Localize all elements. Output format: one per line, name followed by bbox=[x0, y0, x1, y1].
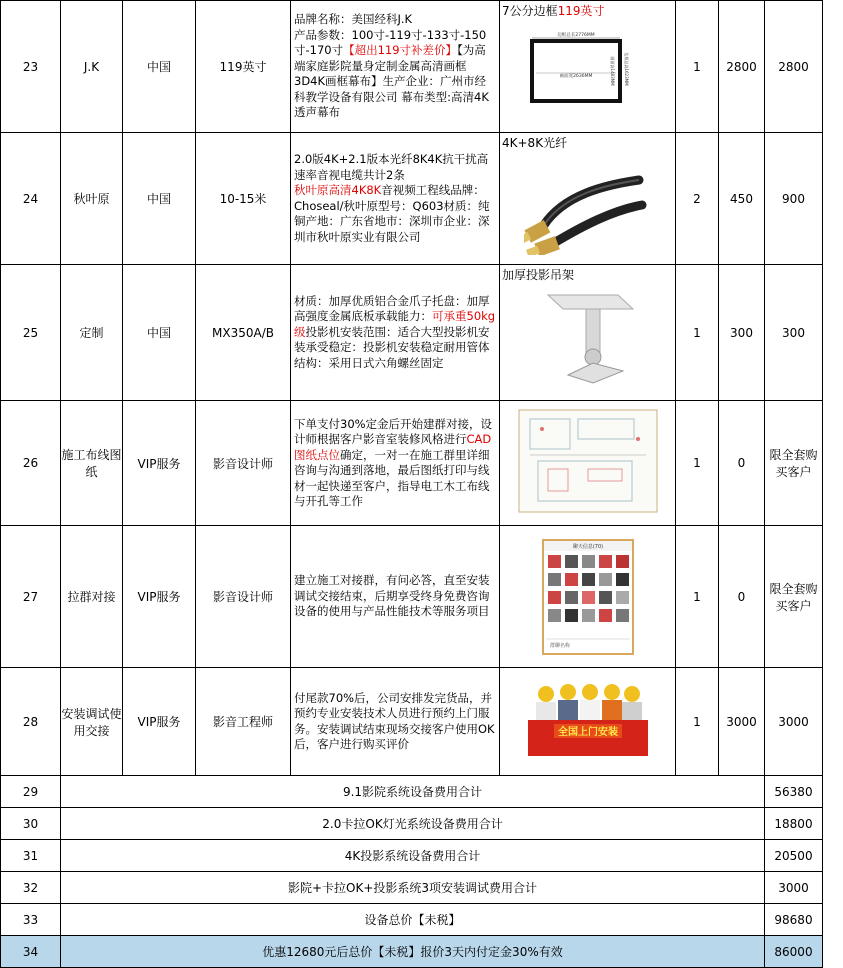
summary-no: 29 bbox=[1, 776, 61, 808]
table-row bbox=[1, 265, 823, 401]
table-row bbox=[1, 526, 823, 668]
table-row bbox=[1, 1, 823, 133]
row-origin: 中国 bbox=[123, 133, 196, 265]
row-origin: 中国 bbox=[123, 265, 196, 401]
row-no: 25 bbox=[1, 265, 61, 401]
summary-label: 4K投影系统设备费用合计 bbox=[61, 840, 765, 872]
row-model: 影音设计师 bbox=[196, 401, 291, 526]
row-total: 3000 bbox=[765, 668, 823, 776]
frame-label-h1: 画面高1483MM bbox=[610, 56, 615, 86]
row-origin: 中国 bbox=[123, 1, 196, 133]
summary-label: 2.0卡拉OK灯光系统设备费用合计 bbox=[61, 808, 765, 840]
row-brand: 秋叶原 bbox=[61, 133, 123, 265]
screen-frame-diagram bbox=[528, 29, 638, 109]
row-total: 限全套购买客户 bbox=[765, 401, 823, 526]
row-brand: 拉群对接 bbox=[61, 526, 123, 668]
summary-label: 影院+卡拉OK+投影系统3项安装调试费用合计 bbox=[61, 872, 765, 904]
table-row bbox=[1, 133, 823, 265]
table-row bbox=[1, 401, 823, 526]
row-total: 2800 bbox=[765, 1, 823, 133]
row-qty: 1 bbox=[676, 526, 719, 668]
projector-mount-icon bbox=[538, 287, 648, 387]
product-image-cell bbox=[500, 265, 676, 401]
row-no: 24 bbox=[1, 133, 61, 265]
row-brand: 安装调试使用交接 bbox=[61, 668, 123, 776]
image-caption: 4K+8K光纤 bbox=[502, 136, 568, 150]
phone-header-text: 聊天信息(70) bbox=[572, 544, 604, 550]
summary-label: 优惠12680元后总价【未税】报价3天内付定金30%有效 bbox=[61, 936, 765, 968]
product-image-cell bbox=[500, 526, 676, 668]
summary-value: 86000 bbox=[765, 936, 823, 968]
phone-footer-text: 群聊名称 bbox=[550, 643, 571, 649]
row-total: 900 bbox=[765, 133, 823, 265]
discount-total-row bbox=[1, 936, 823, 968]
summary-row bbox=[1, 776, 823, 808]
row-brand: J.K bbox=[61, 1, 123, 133]
summary-row bbox=[1, 808, 823, 840]
row-qty: 1 bbox=[676, 265, 719, 401]
row-description: 品牌名称：美国经科J.K 产品参数：100寸-119寸-133寸-150寸-170寸【超出119寸补差价】【为高端家庭影院量身定制金属高清画框3D4K画框幕布】生产企业：广州市经科教学设备有限公司 幕布类型:高清4K透声幕布 bbox=[291, 1, 500, 133]
row-price: 0 bbox=[719, 526, 765, 668]
row-price: 300 bbox=[719, 265, 765, 401]
row-total: 限全套购买客户 bbox=[765, 526, 823, 668]
row-model: 影音设计师 bbox=[196, 526, 291, 668]
row-description: 下单支付30%定金后开始建群对接，设计师根据客户影音室装修风格进行CAD图纸点位确定，一对一在施工群里详细咨询与沟通到落地，最后图纸打印与线材一起快递至客户，指导电工木工布线与开孔等工作 bbox=[291, 401, 500, 526]
row-origin: VIP服务 bbox=[123, 401, 196, 526]
summary-value: 18800 bbox=[765, 808, 823, 840]
summary-no: 33 bbox=[1, 904, 61, 936]
row-description: 材质：加厚优质铝合金爪子托盘：加厚高强度金属底板承载能力：可承重50kg级投影机安装范围：适合大型投影机安装承受稳定：投影机安装稳定耐用管体结构：采用日式六角螺丝固定 bbox=[291, 265, 500, 401]
product-image-cell bbox=[500, 133, 676, 265]
summary-no: 34 bbox=[1, 936, 61, 968]
row-price: 450 bbox=[719, 133, 765, 265]
row-brand: 施工布线图纸 bbox=[61, 401, 123, 526]
row-model: 119英寸 bbox=[196, 1, 291, 133]
frame-label-outer: 边框总长2776MM bbox=[557, 33, 595, 38]
row-model: 10-15米 bbox=[196, 133, 291, 265]
summary-row bbox=[1, 904, 823, 936]
summary-value: 98680 bbox=[765, 904, 823, 936]
installation-team-banner bbox=[528, 680, 648, 760]
row-origin: VIP服务 bbox=[123, 668, 196, 776]
product-image-cell bbox=[500, 668, 676, 776]
row-price: 3000 bbox=[719, 668, 765, 776]
summary-label: 9.1影院系统设备费用合计 bbox=[61, 776, 765, 808]
row-description: 付尾款70%后，公司安排发完货品，并预约专业安装技术人员进行预约上门服务。安装调试结束现场交接客户使用OK后，客户进行购买评价 bbox=[291, 668, 500, 776]
row-qty: 1 bbox=[676, 1, 719, 133]
row-model: 影音工程师 bbox=[196, 668, 291, 776]
row-no: 26 bbox=[1, 401, 61, 526]
summary-no: 31 bbox=[1, 840, 61, 872]
row-total: 300 bbox=[765, 265, 823, 401]
row-price: 0 bbox=[719, 401, 765, 526]
row-qty: 2 bbox=[676, 133, 719, 265]
frame-label-inner: 画面宽2636MM bbox=[559, 74, 593, 79]
summary-value: 20500 bbox=[765, 840, 823, 872]
row-no: 28 bbox=[1, 668, 61, 776]
row-no: 27 bbox=[1, 526, 61, 668]
frame-label-h2: 边框总高1623MM bbox=[624, 52, 629, 86]
row-qty: 1 bbox=[676, 668, 719, 776]
summary-row bbox=[1, 872, 823, 904]
summary-value: 3000 bbox=[765, 872, 823, 904]
row-no: 23 bbox=[1, 1, 61, 133]
summary-no: 30 bbox=[1, 808, 61, 840]
image-caption: 7公分边框 bbox=[502, 4, 558, 18]
cad-drawing-icon bbox=[518, 409, 658, 513]
image-caption-size: 119英寸 bbox=[557, 4, 605, 18]
summary-no: 32 bbox=[1, 872, 61, 904]
product-image-cell bbox=[500, 1, 676, 133]
row-price: 2800 bbox=[719, 1, 765, 133]
product-image-cell bbox=[500, 401, 676, 526]
row-qty: 1 bbox=[676, 401, 719, 526]
chat-group-screenshot-icon bbox=[542, 539, 634, 655]
row-origin: VIP服务 bbox=[123, 526, 196, 668]
row-description: 2.0版4K+2.1版本光纤8K4K抗干扰高速率音视电缆共计2条 秋叶原高清4K8K音视频工程线品牌：Choseal/秋叶原型号：Q603材质：纯铜产地：广东省地市：深圳市企业：深圳市秋叶原实业有限公司 bbox=[291, 133, 500, 265]
image-caption: 加厚投影吊架 bbox=[502, 268, 575, 282]
summary-value: 56380 bbox=[765, 776, 823, 808]
row-model: MX350A/B bbox=[196, 265, 291, 401]
summary-label: 设备总价【未税】 bbox=[61, 904, 765, 936]
summary-row bbox=[1, 840, 823, 872]
hdmi-cable-icon bbox=[524, 155, 654, 255]
table-row bbox=[1, 668, 823, 776]
row-brand: 定制 bbox=[61, 265, 123, 401]
banner-text: 全国上门安装 bbox=[558, 727, 618, 738]
row-description: 建立施工对接群，有问必答，直至安装调试交接结束，后期享受终身免费咨询设备的使用与产品性能技术等服务项目 bbox=[291, 526, 500, 668]
